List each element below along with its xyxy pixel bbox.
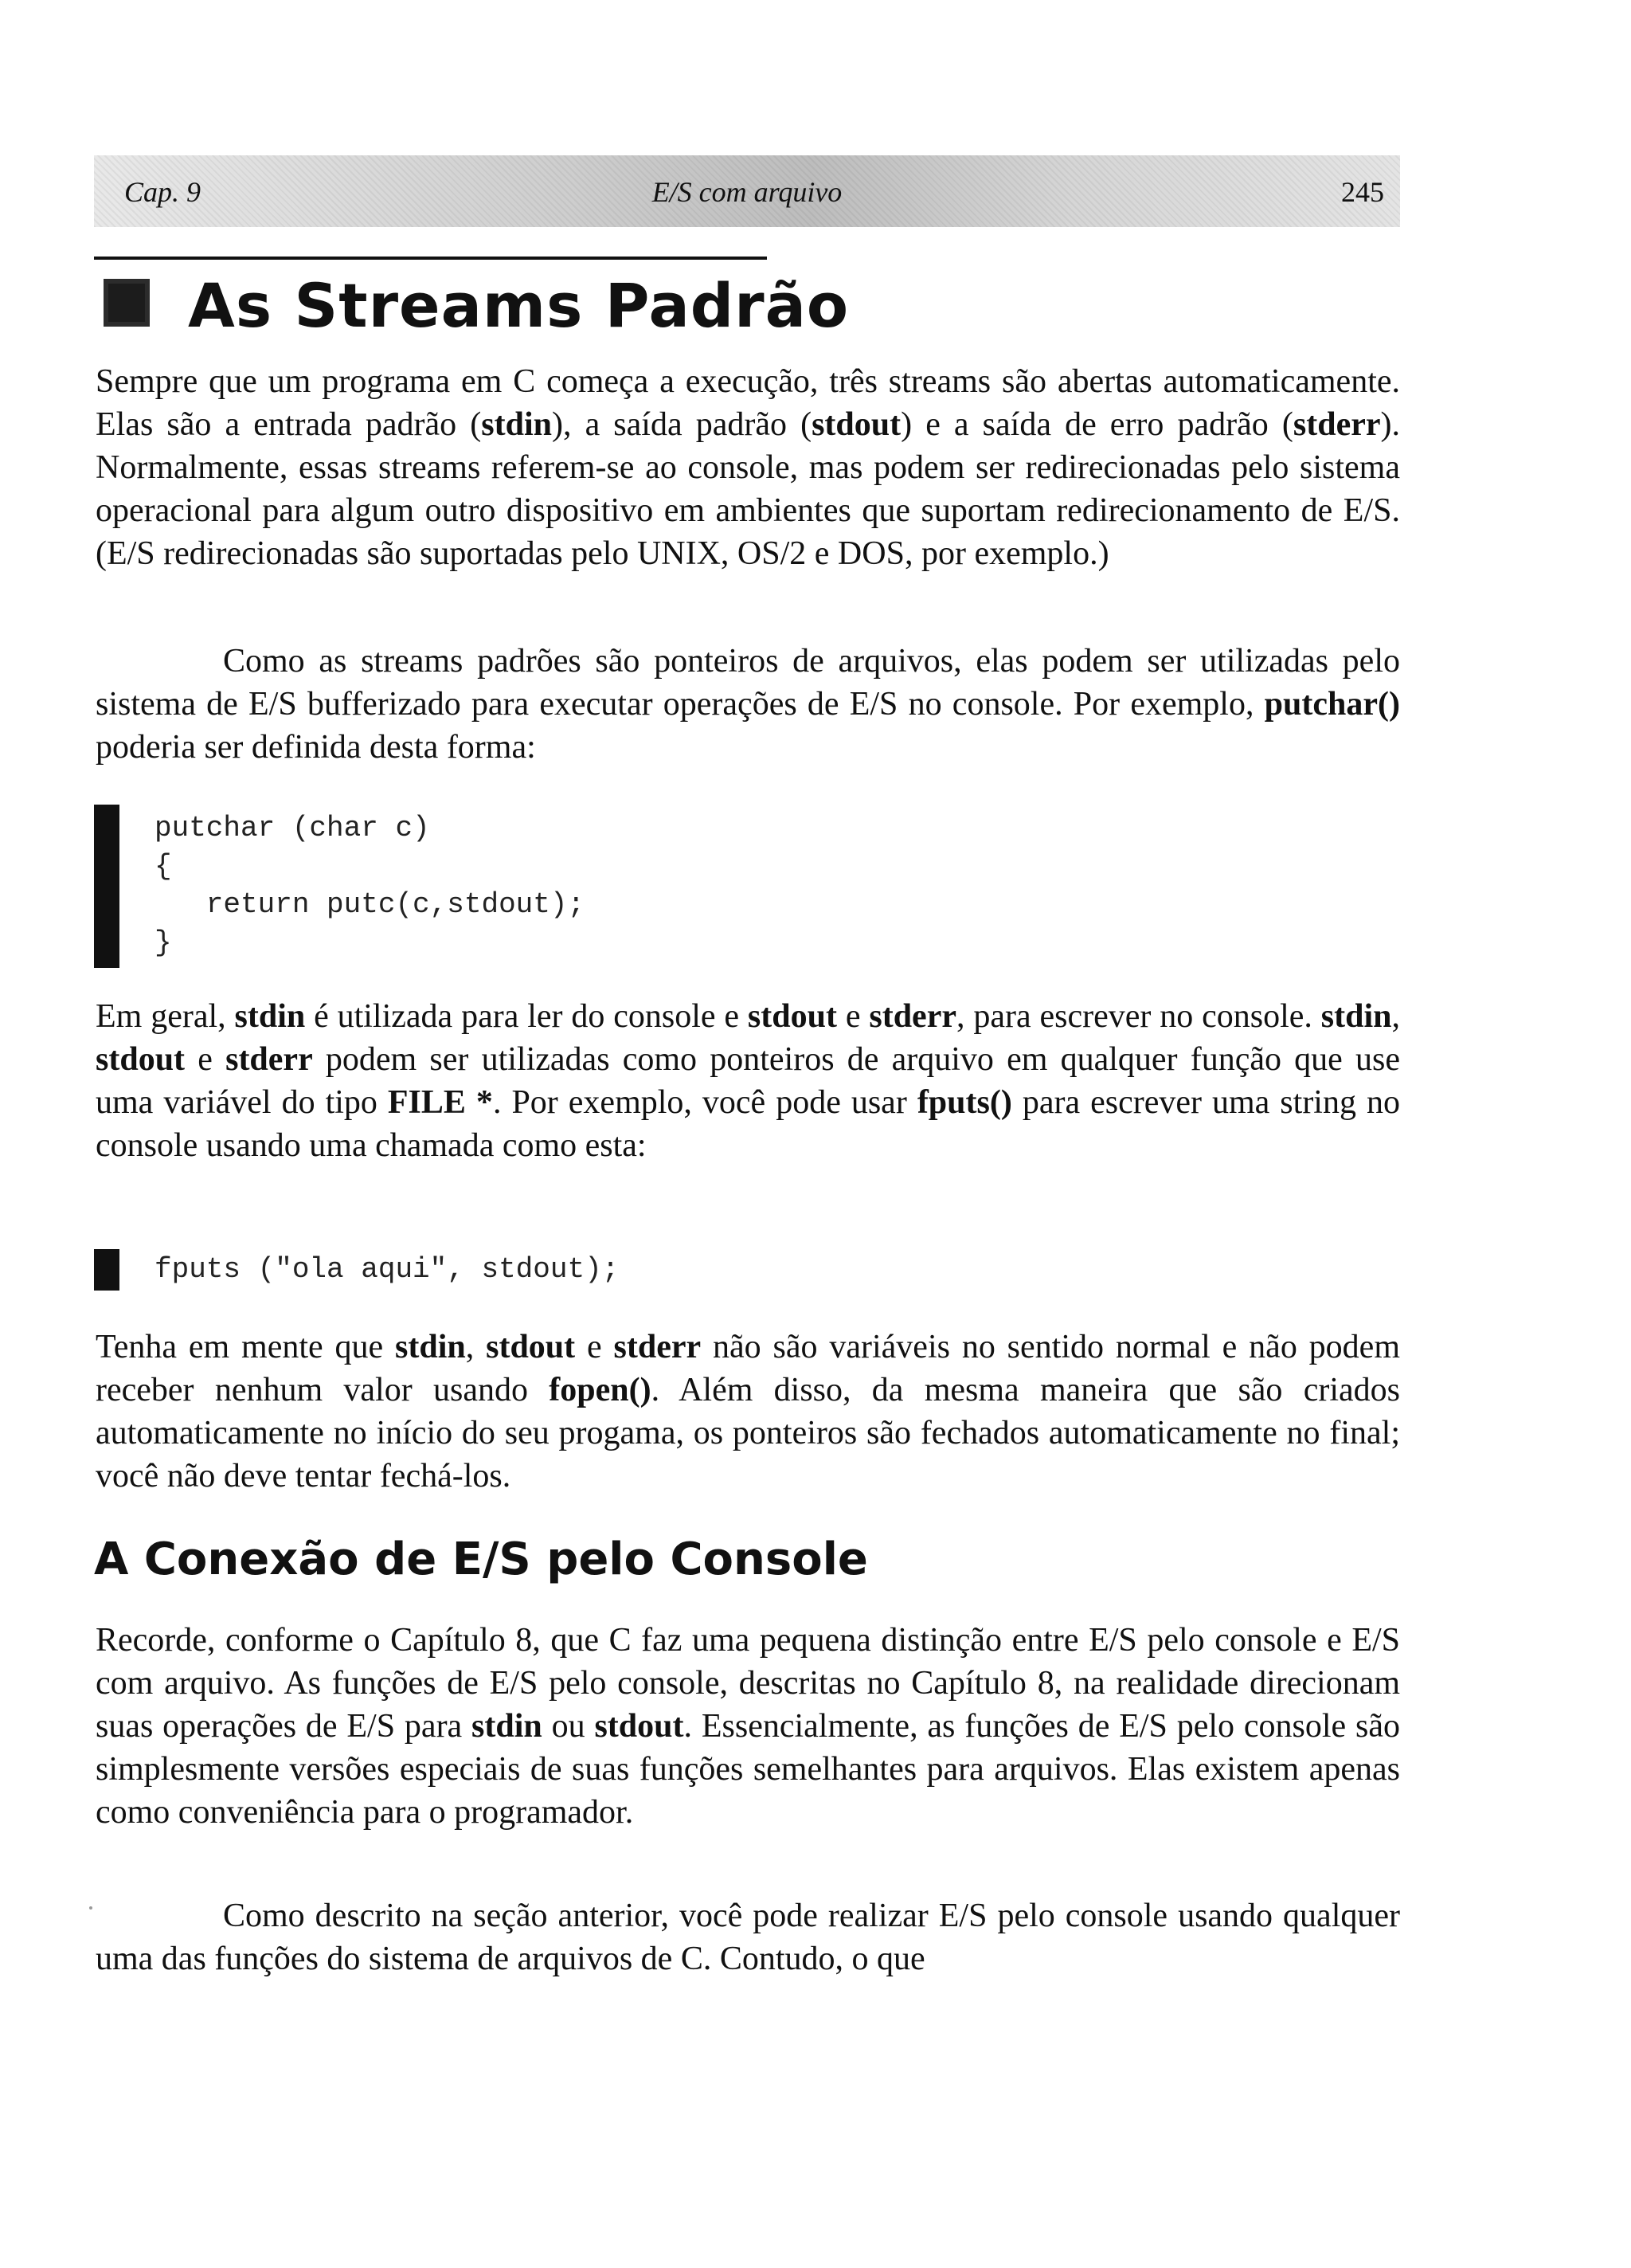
code-term: stdin xyxy=(234,998,306,1035)
scan-speck xyxy=(89,1906,92,1910)
text-run: podem ser utilizadas como ponteiros de arquivo em qualquer função que use uma variável do tipo xyxy=(96,1041,1400,1121)
paragraph-console-connection xyxy=(96,1619,1400,1834)
code-term: stderr xyxy=(1293,406,1381,443)
code-term: FILE * xyxy=(387,1084,493,1121)
code-term: stdout xyxy=(594,1708,684,1745)
code-listing: fputs ("ola aqui", stdout); xyxy=(154,1253,620,1286)
text-run: , xyxy=(1391,998,1400,1035)
text-run: ou xyxy=(542,1708,595,1745)
code-term: stderr xyxy=(869,998,956,1035)
paragraph-standard-streams xyxy=(96,640,1400,769)
code-listing: putchar (char c) { return putc(c,stdout); } xyxy=(154,812,585,959)
text-run: poderia ser definida desta forma: xyxy=(96,729,536,766)
code-term: stdout xyxy=(812,406,902,443)
heading-marker-icon xyxy=(104,279,150,327)
code-term: stderr xyxy=(225,1041,313,1078)
paragraph-stdin-usage xyxy=(96,995,1400,1167)
code-bar xyxy=(94,1249,119,1291)
text-run: para escrever uma string no console usando uma chamada como esta: xyxy=(96,1084,1400,1164)
code-term: stdout xyxy=(486,1329,576,1365)
chapter-label: Cap. 9 xyxy=(124,176,201,208)
page-number: 245 xyxy=(1341,176,1384,208)
text-run: ) e a saída de erro padrão ( xyxy=(901,406,1293,443)
text-run: e xyxy=(836,998,870,1035)
text-run: Sempre que um programa em C começa a execução, três streams são abertas automaticamente. Elas são a entrada padrão ( xyxy=(96,363,1400,443)
text-run: Como as streams padrões são ponteiros de arquivos, elas podem ser utilizadas pelo sistema de E/S bufferizado para executar operações de E/S no console. Por exemplo, xyxy=(96,643,1400,723)
text-run: . Por exemplo, você pode usar xyxy=(492,1084,917,1121)
text-run: é utilizada para ler do console e xyxy=(305,998,748,1035)
code-bar xyxy=(94,805,119,968)
text-run: e xyxy=(575,1329,614,1365)
code-term: stdin xyxy=(1320,998,1392,1035)
paragraph-intro xyxy=(96,360,1400,575)
chapter-title: E/S com arquivo xyxy=(651,176,843,208)
section-title: As Streams Padrão xyxy=(188,270,850,341)
text-run: . Essencialmente, as funções de E/S pelo console são simplesmente versões especiais de suas funções semelhantes para arquivos. Elas existem apenas como conveniência para o programador. xyxy=(96,1708,1400,1831)
text-run: Recorde, conforme o Capítulo 8, que C faz uma pequena distinção entre E/S pelo console e E/S com arquivo. As funções de E/S pelo console, descritas no Capítulo 8, na realidade direcionam suas operações de E/S para xyxy=(96,1622,1400,1745)
code-block-fputs xyxy=(94,1249,811,1291)
text-run: Como descrito na seção anterior, você pode realizar E/S pelo console usando qualquer uma das funções do sistema de arquivos de C. Contudo, o que xyxy=(96,1898,1400,1977)
text-run: ). Normalmente, essas streams referem-se ao console, mas podem ser redirecionadas pelo sistema operacional para algum outro dispositivo em ambientes que suportam redirecionamento de E/S. (E/S redirecionadas são suportadas pelo UNIX, OS/2 e DOS, por exemplo.) xyxy=(96,406,1400,572)
code-block-putchar xyxy=(94,805,811,968)
code-term: stdin xyxy=(481,406,552,443)
text-run: Tenha em mente que xyxy=(96,1329,396,1365)
running-header xyxy=(94,155,1400,227)
heading-rule xyxy=(94,257,767,260)
code-term: putchar() xyxy=(1264,686,1400,723)
text-run: , para escrever no console. xyxy=(956,998,1321,1035)
code-term: stdout xyxy=(96,1041,186,1078)
text-run: . Além disso, da mesma maneira que são criados automaticamente no início do seu progama, os ponteiros são fechados automaticamente no final; você não deve tentar fechá-los. xyxy=(96,1372,1400,1494)
subsection-title: A Conexão de E/S pelo Console xyxy=(94,1534,868,1585)
paragraph-streams-note xyxy=(96,1326,1400,1498)
code-term: fputs() xyxy=(917,1084,1012,1121)
text-run: Em geral, xyxy=(96,998,235,1035)
code-term: stderr xyxy=(613,1329,702,1365)
paragraph-console-functions xyxy=(96,1894,1400,1980)
text-run: e xyxy=(185,1041,226,1078)
code-term: fopen() xyxy=(549,1372,651,1408)
code-term: stdin xyxy=(471,1708,542,1745)
code-term: stdout xyxy=(747,998,837,1035)
text-run: ), a saída padrão ( xyxy=(551,406,812,443)
code-term: stdin xyxy=(395,1329,466,1365)
text-run: não são variáveis no sentido normal e não podem receber nenhum valor usando xyxy=(96,1329,1400,1408)
text-run: , xyxy=(465,1329,487,1365)
